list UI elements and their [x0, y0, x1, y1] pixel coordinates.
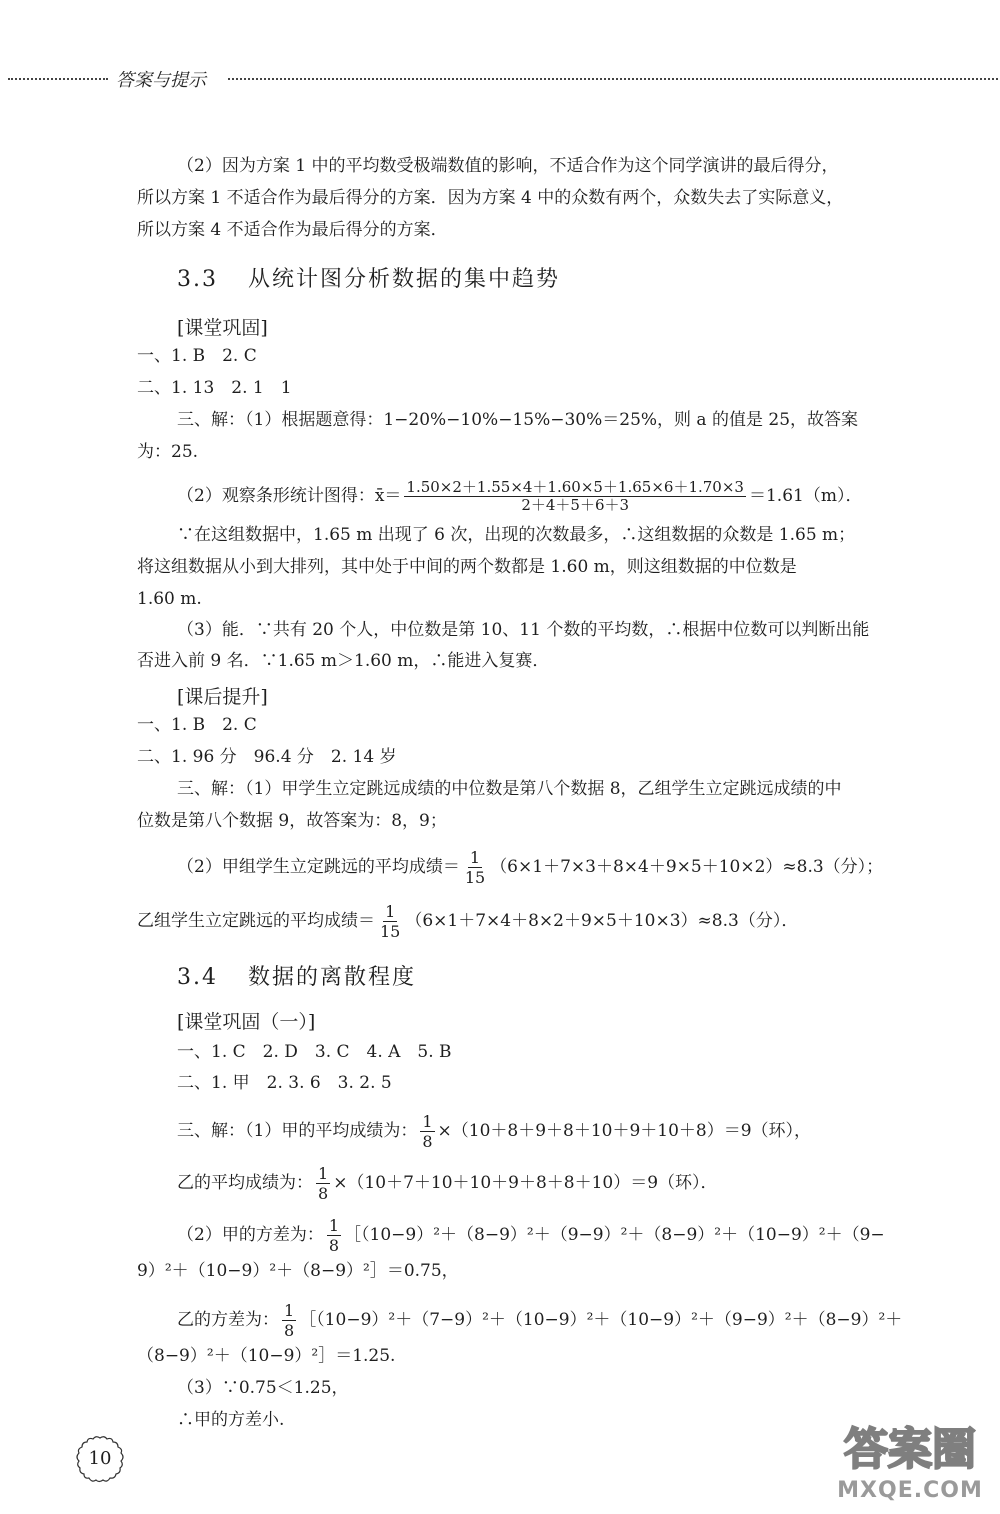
answer-line: 一、1. B 2. C	[137, 715, 257, 735]
header-dotted-rule-right	[228, 78, 998, 80]
section-heading-3-3	[177, 262, 560, 293]
section-number: 3.4	[177, 965, 218, 990]
fraction-denominator: 8	[328, 1236, 340, 1255]
page-header	[0, 66, 1000, 90]
fraction-denominator: 15	[380, 922, 401, 941]
fraction-1-15	[463, 848, 487, 887]
fraction-1-15	[378, 902, 402, 941]
answer-line: 否进入前 9 名．∵1.65 m＞1.60 m，∴能进入复赛．	[137, 651, 550, 671]
intro-line-1: （2）因为方案 1 中的平均数受极端数值的影响，不适合作为这个同学演讲的最后得分，	[177, 156, 839, 176]
line-text: 三、解：（1）甲的平均成绩为：	[177, 1121, 418, 1141]
subheading-classroom: [课堂巩固]	[177, 317, 268, 339]
section-number: 3.3	[177, 267, 218, 292]
answer-line: 将这组数据从小到大排列，其中处于中间的两个数都是 1.60 m，则这组数据的中位数是	[137, 557, 797, 577]
fraction-1-8	[282, 1301, 296, 1340]
subheading-classroom-1: [课堂巩固（一）]	[177, 1011, 316, 1033]
fraction-numerator: 1	[318, 1164, 329, 1183]
answer-line: 为：25.	[137, 442, 199, 462]
line-text: ［（10−9）²＋（8−9）²＋（9−9）²＋（8−9）²＋（10−9）²＋（9−	[344, 1225, 885, 1245]
answer-line-with-fraction	[177, 1164, 718, 1203]
answer-line: 三、解：（1）根据题意得：1−20%−10%−15%−30%＝25%，则 a 的值是 25，故答案	[177, 410, 859, 430]
section-heading-3-4	[177, 960, 416, 991]
answer-line: 一、1. B 2. C	[137, 346, 257, 366]
subheading-after-class: [课后提升]	[177, 686, 268, 708]
intro-line-3: 所以方案 4 不适合作为最后得分的方案．	[137, 220, 448, 240]
fraction-1-8	[316, 1164, 330, 1203]
answer-line: ∵在这组数据中，1.65 m 出现了 6 次，出现的次数最多，∴这组数据的众数是 1.65 m；	[177, 525, 856, 545]
formula-label: （2）观察条形统计图得：x̄＝	[177, 486, 402, 506]
answer-line: 二、1. 13 2. 1 1	[137, 378, 292, 398]
fraction-1-8	[420, 1112, 434, 1151]
section-title: 从统计图分析数据的集中趋势	[248, 267, 561, 292]
formula-result: ＝1.61（m）．	[748, 486, 863, 506]
line-text: 乙组学生立定跳远的平均成绩＝	[137, 911, 375, 931]
answer-line-with-fraction	[177, 1301, 902, 1340]
line-text: （2）甲的方差为：	[177, 1225, 324, 1245]
page-number-badge	[76, 1435, 124, 1483]
answer-line: （3）能．∵共有 20 个人，中位数是第 10、11 个数的平均数，∴根据中位数可以判断出能	[177, 620, 870, 640]
watermark-url: MXQE.COM	[837, 1478, 983, 1503]
watermark-logo-icon	[826, 1418, 994, 1476]
answer-line: 9）²＋（10−9）²＋（8−9）²］＝0.75，	[137, 1261, 459, 1281]
answer-line: 二、1. 96 分 96.4 分 2. 14 岁	[137, 747, 397, 767]
fraction-denominator: 15	[464, 868, 486, 887]
page-number: 10	[88, 1448, 112, 1469]
mean-formula-line	[177, 479, 862, 514]
answer-line: （8−9）²＋（10−9）²］＝1.25.	[137, 1346, 396, 1366]
line-text: （6×1＋7×3＋8×4＋9×5＋10×2）≈8.3（分）；	[490, 857, 884, 877]
section-title: 数据的离散程度	[248, 965, 417, 990]
answer-line: 一、1. C 2. D 3. C 4. A 5. B	[177, 1042, 452, 1062]
fraction-numerator: 1.50×2＋1.55×4＋1.60×5＋1.65×6＋1.70×3	[406, 478, 744, 496]
fraction-denominator: 8	[284, 1321, 295, 1340]
line-text: ×（10＋7＋10＋10＋9＋8＋8＋10）＝9（环）．	[333, 1173, 718, 1193]
line-text: ［（10−9）²＋（7−9）²＋（10−9）²＋（10−9）²＋（9−9）²＋（8−9）²＋	[299, 1310, 903, 1330]
fraction-denominator: 8	[318, 1184, 329, 1203]
answer-line-with-fraction	[137, 902, 798, 941]
line-text: （6×1＋7×4＋8×2＋9×5＋10×3）≈8.3（分）．	[405, 911, 799, 931]
fraction-numerator: 1	[385, 902, 396, 921]
line-text: 乙的平均成绩为：	[177, 1173, 313, 1193]
fraction-1-8	[327, 1216, 341, 1255]
answer-line-with-fraction	[177, 1216, 885, 1255]
mean-fraction	[404, 479, 746, 514]
line-text: 乙的方差为：	[177, 1310, 279, 1330]
fraction-numerator: 1	[469, 848, 481, 867]
answer-line-with-fraction	[177, 848, 883, 887]
intro-line-2: 所以方案 1 不适合作为最后得分的方案．因为方案 4 中的众数有两个，众数失去了实际意义，	[137, 188, 844, 208]
answer-line: 位数是第八个数据 9，故答案为：8，9；	[137, 811, 447, 831]
answer-line: ∴甲的方差小.	[177, 1410, 285, 1430]
answer-line-with-fraction	[177, 1112, 811, 1151]
fraction-denominator: 8	[422, 1132, 433, 1151]
answer-line: 1.60 m.	[137, 589, 202, 609]
fraction-denominator: 2＋4＋5＋6＋3	[521, 496, 630, 514]
line-text: ×（10＋8＋9＋8＋10＋9＋10＋8）＝9（环），	[437, 1121, 812, 1141]
line-text: （2）甲组学生立定跳远的平均成绩＝	[177, 857, 460, 877]
header-title: 答案与提示	[116, 70, 206, 91]
fraction-numerator: 1	[284, 1301, 295, 1320]
fraction-numerator: 1	[328, 1216, 340, 1235]
fraction-numerator: 1	[422, 1112, 433, 1131]
header-dotted-rule-left	[8, 78, 108, 80]
answer-line: （3）∵0.75＜1.25，	[177, 1378, 349, 1398]
svg-text:答案圈: 答案圈	[844, 1424, 976, 1475]
watermark	[826, 1418, 994, 1508]
answer-line: 二、1. 甲 2. 3. 6 3. 2. 5	[177, 1073, 392, 1093]
answer-line: 三、解：（1）甲学生立定跳远成绩的中位数是第八个数据 8，乙组学生立定跳远成绩的中	[177, 779, 842, 799]
